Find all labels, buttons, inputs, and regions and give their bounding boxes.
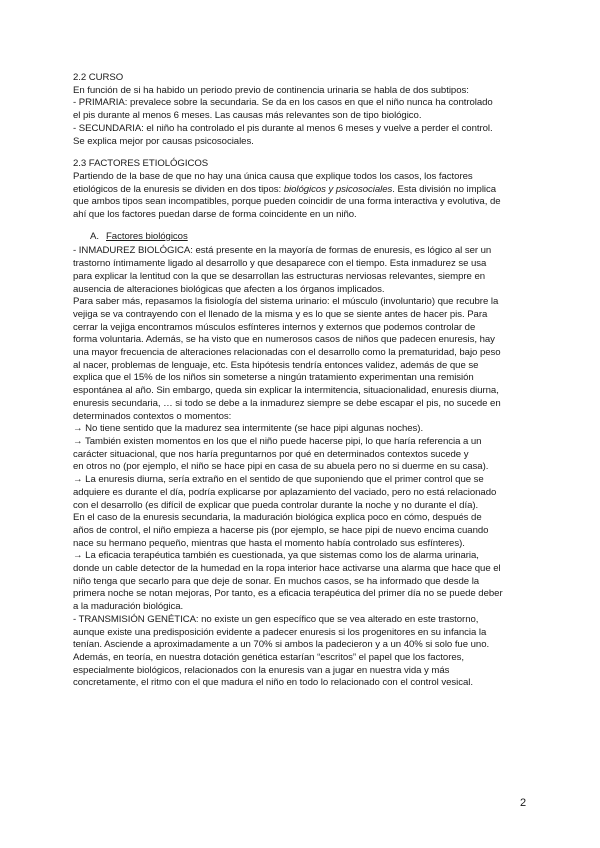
body-line: tenían. Asciende a aproximadamente a un 70% si ambos la padecieron y a un 40% si solo fue uno. xyxy=(73,639,490,651)
subsection-letter: A. xyxy=(90,230,99,242)
body-line: carácter situacional, que nos haría preguntarnos por qué en determinados contextos sucede y xyxy=(73,448,469,460)
body-line: para explicar la lentitud con la que se desarrollan las estructuras nerviosas relevantes, siempre en xyxy=(73,270,486,282)
body-line: - TRANSMISIÓN GENÉTICA: no existe un gen específico que se vea alterado en este trastorno, xyxy=(73,613,479,625)
factores-line-text: . Esta división no implica xyxy=(392,183,497,195)
body-line: al nacer, problemas de lenguaje, etc. Esta hipótesis tendría entonces validez, además de que se xyxy=(73,359,479,371)
document-page xyxy=(73,72,535,690)
spacer xyxy=(73,148,535,158)
section-curso-body xyxy=(73,85,535,149)
body-line: a la maduración biológica. xyxy=(73,601,184,613)
body-line: - INMADUREZ BIOLÓGICA: está presente en la mayoría de formas de enuresis, es lógico al ser un xyxy=(73,245,492,257)
factores-line: que ambos tipos sean incompatibles, porque pueden coincidir de una forma interactiva y evolutiva, de xyxy=(73,196,501,208)
factores-line: ahí que los factores puedan darse de forma coincidente en un niño. xyxy=(73,209,357,221)
body-line: Para saber más, repasamos la fisiología del sistema urinario: el músculo (involuntario) que recubre la xyxy=(73,296,499,308)
curso-line: Se explica mejor por causas psicosociales. xyxy=(73,135,254,147)
body-line: ausencia de alteraciones biológicas que afecten a los órganos implicados. xyxy=(73,283,385,295)
body-line: espontánea al año. Sin embargo, queda sin explicar la intermitencia, situacionalidad, enuresis diurna, xyxy=(73,385,499,397)
body-line: vejiga se va contrayendo con el llenado de la misma y es lo que se siente antes de hacer pis. Para xyxy=(73,308,488,320)
subsection-heading-biologicos xyxy=(90,231,535,244)
body-line: forma voluntaria. Además, se ha visto que en numerosos casos de niños que padecen enuresis, hay xyxy=(73,334,495,346)
body-line: explica que el 15% de los niños sin someterse a ningún tratamiento experimentan una remisión xyxy=(73,372,474,384)
body-line: concretamente, el ritmo con el que madura el niño en todo lo relacionado con el control vesical. xyxy=(73,677,473,689)
body-line: Además, en teoría, en nuestra dotación genética estarían “escritos” el papel que los factores, xyxy=(73,651,465,663)
body-line: primera noche se notan mejoras, Por tanto, es a eficacia terapéutica del primer día no se puede deber xyxy=(73,588,503,600)
page-number: 2 xyxy=(520,797,527,809)
body-line: cerrar la vejiga encontramos músculos esfínteres internos y externos que podemos controlar de xyxy=(73,321,476,333)
curso-line: - PRIMARIA: prevalece sobre la secundaria. Se da en los casos en que el niño nunca ha controlado xyxy=(73,97,493,109)
factores-line: Partiendo de la base de que no hay una única causa que explique todos los casos, los factores xyxy=(73,170,473,182)
subsection-title: Factores biológicos xyxy=(106,230,188,242)
body-line: niño tenga que secarlo para que deje de sonar. En muchos casos, se ha informado que desde la xyxy=(73,575,480,587)
body-line: trastorno íntimamente ligado al desarrollo y que desaparece con el tiempo. Esta inmadurez se usa xyxy=(73,258,487,270)
body-line: en otros no (por ejemplo, el niño se hace pipi en casa de su abuela pero no si duerme en su casa). xyxy=(73,461,489,473)
body-line: determinados contextos o momentos: xyxy=(73,410,232,422)
curso-line: el pis durante al menos 6 meses. Las causas más relevantes son de tipo biológico. xyxy=(73,110,422,122)
body-line: especialmente biológicos, relacionados con la enuresis van a jugar en nuestra vida y más xyxy=(73,664,450,676)
body-line: nace su hermano pequeño, mientras que hasta el momento había controlado sus esfínteres). xyxy=(73,537,465,549)
section-heading-curso: 2.2 CURSO xyxy=(73,72,124,83)
biologicos-body xyxy=(73,245,535,690)
section-factores-body xyxy=(73,171,535,222)
body-line: → La enuresis diurna, sería extraño en el sentido de que suponiendo que el primer control que se xyxy=(73,474,484,486)
factores-line-text: etiológicos de la enuresis se dividen en dos tipos: xyxy=(73,183,284,195)
body-line: enuresis secundaria, … si todo se debe a la inmadurez siempre se debe escapar el pis, no sucede en xyxy=(73,397,501,409)
body-line: una mayor frecuencia de alteraciones relacionadas con el desarrollo como la prematuridad, bajo peso xyxy=(73,347,501,359)
body-line: aunque existe una predisposición evidente a padecer enuresis si los progenitores en su infancia la xyxy=(73,626,487,638)
body-line: En el caso de la enuresis secundaria, la maduración biológica explica poco en cómo, después de xyxy=(73,512,482,524)
body-line: → También existen momentos en los que el niño puede hacerse pipi, lo que haría referencia a un xyxy=(73,435,482,447)
factores-line xyxy=(73,184,535,197)
section-heading-factores: 2.3 FACTORES ETIOLÓGICOS xyxy=(73,158,209,170)
spacer xyxy=(73,222,535,229)
body-line: adquiere es durante el día, podría explicarse por aplazamiento del vaciado, pero no está relacionado xyxy=(73,486,497,498)
factores-emphasis: biológicos y psicosociales xyxy=(283,183,393,195)
curso-line: - SECUNDARIA: el niño ha controlado el pis durante al menos 6 meses y vuelve a perder el control. xyxy=(73,122,493,134)
curso-line: En función de si ha habido un periodo previo de continencia urinaria se habla de dos subtipos: xyxy=(73,84,469,96)
body-line: → La eficacia terapéutica también es cuestionada, ya que sistemas como los de alarma urinaria, xyxy=(73,550,479,562)
body-line: con el desarrollo (es difícil de explicar que pueda controlar durante la noche y no durante el día). xyxy=(73,499,479,511)
body-line: donde un cable detector de la humedad en la ropa interior hace activarse una alarma que hace que el xyxy=(73,563,501,575)
body-line: años de control, el niño empieza a hacerse pis (por ejemplo, se hace pipi de nuevo encima cuando xyxy=(73,524,489,536)
body-line: → No tiene sentido que la madurez sea intermitente (se hace pipi algunas noches). xyxy=(73,423,424,435)
